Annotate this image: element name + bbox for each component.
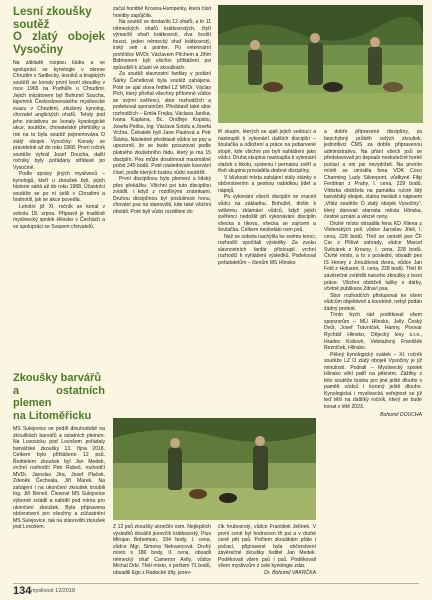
magazine-issue: myslivost 12/2018 [31,588,76,594]
paragraph: První disciplínou bylo plemení a lidský přes překážku. Všichni psi tuto disciplínu zvládli, i když z rozdílnými známkami. Druhou disciplínou byl poslušnost honu, chování psa na stanovišti, kde také všichni obstáli. Poté byli vůdci rozděleni do [113,176,211,215]
paragraph: V blízkosti místa zahájení stály stánky s občerstvením a pestrou nabídkou jídel a nápojů. [218,174,316,194]
paragraph: Podle zprávy jiných mysliveců – kynologů, kteří u zkoušek byli, jejich historie sahá až do roku 1968. Účastníci soutěže se po ní sešli v Chrudimi a hodnotili, jak se akce povedla. [13,171,105,204]
caption-text: Z 12 psů zkoušky ukončilo osm. Nejlepších výsledků dosáhli jezevčík krátkosrstý, Pius Mirojan Bohemian, 194 body, I. cena, vůdce Mgr. Simona Nekvancová. Druhý místo s 186 body, II. cena, obsadil německý ohař Cameron Axlly, vůdce Michal Drbl. Třetí místo, s počtem 71 bodů, obsadili Ego z Radecké díly, jezev- [113,524,211,576]
column-3 [218,129,316,412]
paragraph: Druhé místo obsadila fena KD Xliena z Vlelenských polí, vůdce Jaroslav Jíleš, I. cena, 228 bodů. Třetí se umístil pes ČF Car z Plišvé zahrady, vůdce Marcel Svěcárek z Krouny, I. cena, 228 bodů. Čtvrté místo, a to s poslední, obsadil pes IS Honey z Jiroušková dvora, vůdce Jan Fotil z Holusné, II. cena, 228 bodů. Třetí tři závěrečné zvítědili naiceho zkoušky z lesní práce. Všichni obdrželi tašky s dárky, včetně publikace Zdraví psa. [324,220,422,293]
paragraph: Pěkný kynologický svátek – XI. ročník soutěže LZ O zlatý obojek Vysočiny je již minulostí. Podrali – Myslivecký spolek Hlinsko věkí patří na pěkném. Zážitky z této soutěže budou pro jiné ještě dlouho v pamětí vůdců i koroný ještě dlouho. Kynologická i myslivecká veřejnost se již teď těší na dalšíký ročník, který se bude konat v létě 2023. [324,351,422,410]
article1-title-line1: Lesní zkoušky [13,6,92,18]
paragraph: Na základě rozpisu klubu a ve spolupráci se kynologie v okrese Chrudim v Sedlecky, lesníků a krajských soutěží se konaly první lesní zkoušky v roce 1965 na Podhůře u Chrudimi. Jejich iniciátorem byl Bohumil Soucha, tajemník Československého myslivecké svazu v Chrudimi, zkušený kynolog, chovatel anglických ohařů. Tehdy pod jeho iniciativou se konaly kynologické akce, soutěže, chovatelské přehlídky a rok na to byla soutěž pojmenována O zlatý obojek Vysočiny. Konaly se pravidelně až do roku 1968. První ročník soutěže vyhrál Josef Doucha, další ročníky byly pořádány střídavě po Vysočině. [13,60,105,171]
column-2 [113,6,211,412]
paragraph: tří skupin, kterých se ujali jejich vedoucí a nastoupili k vykonání dalších disciplín – šoulačka a odložení a práce na pobarvené stopě, kde všichni psi byli nahlášeni jako vůdci. Druhá skupina nastoupila k vykonání vlaček s tikotu, systemu i pernatou zvěří a třetí skupina prováděla drobné disciplíny. [218,129,316,175]
article2-title-line1: Zkoušky barvářů [13,372,102,384]
paragraph: MS Sulejovice se podílí dlouhodobě na zkouškách barvářů a ostatních plemen. Na Lovosicku pod Lovošem pořádaly barvářské zkoušky 13. října 2018. Celkem bylo přihlášeno 12 psů. Ředitelem zkoušek byl Jan Medek, vrchní rozhodčí Petr Rubeš, rozhodčí MVDr. Jaroslav Jíra, Josef Plaček, Zdeněk Čechvala, Jiří Marek. Na zahájení i na ukončení zkoušek troubili Ing. Jiří Beneš. Členové MS Sulejovice výborně zvládli a nabídli pod mírou pro ukončení zkoušek. Byla připravena občerstvení pro všechny a zúčastnění MS Sulejovice, tak na stanovišti zkoušek pod Lovošem. [13,426,105,531]
paragraph: začal honitbě Krouna-Humperky, která část honitby zapůjčila. [113,6,211,19]
article1-column [13,6,105,230]
caption-right [218,524,316,576]
footer-rule [13,583,419,584]
photo-hunters-with-dogs [113,418,316,520]
article2-column [13,372,105,531]
paragraph: Tímto bych rád poděkoval všem sponzorům – MÚ Hlinsko, Jelly Český Dvůr, Josef Trávníček, Hanny, Pivovar Rychtář Hlinsko, Dějecký lesy s.r.o., Hradec Králové, Veletažený Františék Rezníček, Hlinsko. [324,312,422,352]
caption-text: čík hrubosrstý, vůdce František Jelínek. V první ceně byl hodnocen tři psi a v druhé ceně pět psů. Počtem zkouškám přálo i počasí, připravené byla občerstvení závěrečné zkoušky ředitel Jan Medek. Poděkovali všem psů i psů. Poděkovali všem myslivcům z celé kynologie zdar. [218,524,316,570]
page-number: 134 [13,585,32,597]
paragraph: Než se sobota nachýlila ke svému konci, rozhodčí spočítali výsledky. Za zvuku slavnostních fanfár přistoupil vrchní rozhodčí k vyhlášení výsledků. Podekoval pořadatelům – členům MS Hlinsko [218,233,316,266]
caption-left [113,524,211,576]
article1-title-line2: soutěž [13,18,50,31]
author-signature: Bohumil DOUCHA [380,411,422,418]
article2-title [13,372,105,422]
article2-title-line2: a ostatních plemen [13,384,105,409]
article2-title-line3: na Litoměřicku [13,409,92,422]
article1-title-line3: O zlatý obojek Vysočiny [13,31,105,56]
article1-title [13,6,105,56]
column-4 [324,129,422,581]
paragraph: Na soutěž se dostavilo 12 ohařů, a to 11 německých ohařů krátkosrstých, čtyři výmarští ohaři krátkosrstí, dva česští fousci, jeden německý ohař krátkosrstý, irský setr a pointer. Po veterinární prohlídce MVDr. Václavem Plíchem a Jiřím Bidmonem byli všichni přihlášení psi způsobilí k účasti ve zkouškách. [113,19,211,71]
paragraph: Za soutěž slavnostní fanfáry v podání Šárky Čečetkové byla soutěž zahájena. Poté se ujal slova ředitel LZ MVDr. Václav Plch, který přivítal všechny přítomné vůdce se svými svěřenci, sbor rozhodčích a podekoval sponzorům. Představil také sbor rozhodčích – Emila Frejka, Václava Janíka, Ivana Kaplana, Bc. Ondřeje Kopistu, Josefa Pešku, Ing. Václava Sotolu a Josefa Vichra. Čekatelé byli Jane Paulová a Petr Štárka. Následně představil vůdce se psy a upozornil, že se bude posuzovat podle platného zkušebního řádu, který je ma 15 disciplín. Pes může dosáhnout maximálně počet 240 bodů. Poté následovalo losování čísel, podle kterých budou vůdci soutěžit. [113,71,211,176]
paragraph: a dobře připravené disciplíny, za bezchybný průběh celých zkoušek, jednotlivci ČMS za dobře připravenou administrativu. Na přání všech psů se představovali po depsalo neskutečně horké počasí a oni psi nevydrželi. Na prvním místě se umístila fena VOK Coco Charming Lady Silverpont, vůdkyně Filip Ferdinan z Prahy, I. cena, 229 bodů. Vítězka obdržela na památku ručně šitý barvářský obojek, zlatou medaili s nápisem „Vítěz soutěže O zlatý obojek Vysočiny“, který darovali starosta města Hlinska, čestné uznání a věcné ceny. [324,129,422,221]
paragraph: Letošní již XI. ročník se konal v sobotu 18. srpna. Připravil je tradičně myslivecký spolek Hlinsko v Čechách a ve spolupráci se Svazem chovatelů. [13,204,105,230]
paragraph: Sbor rozhodčích přistupoval ke všem vůdcům objektivně a korektně, nebyl podán žádný protest. [324,292,422,312]
photo-dogs-and-hunters [218,5,423,123]
caption-author: Dr. Bohumil VAKRČKA [264,569,316,576]
paragraph: Po vykonání všech disciplín se vracelí vůdci na základnu. Bohužel, došlo k velkému zklamání vůdců, když jejich svěřenci nedošlit při vykonávání disciplín všecka s tikovu, všecka se zajícem a šoulačka. Celkem neobstálo osm psů. [218,194,316,234]
